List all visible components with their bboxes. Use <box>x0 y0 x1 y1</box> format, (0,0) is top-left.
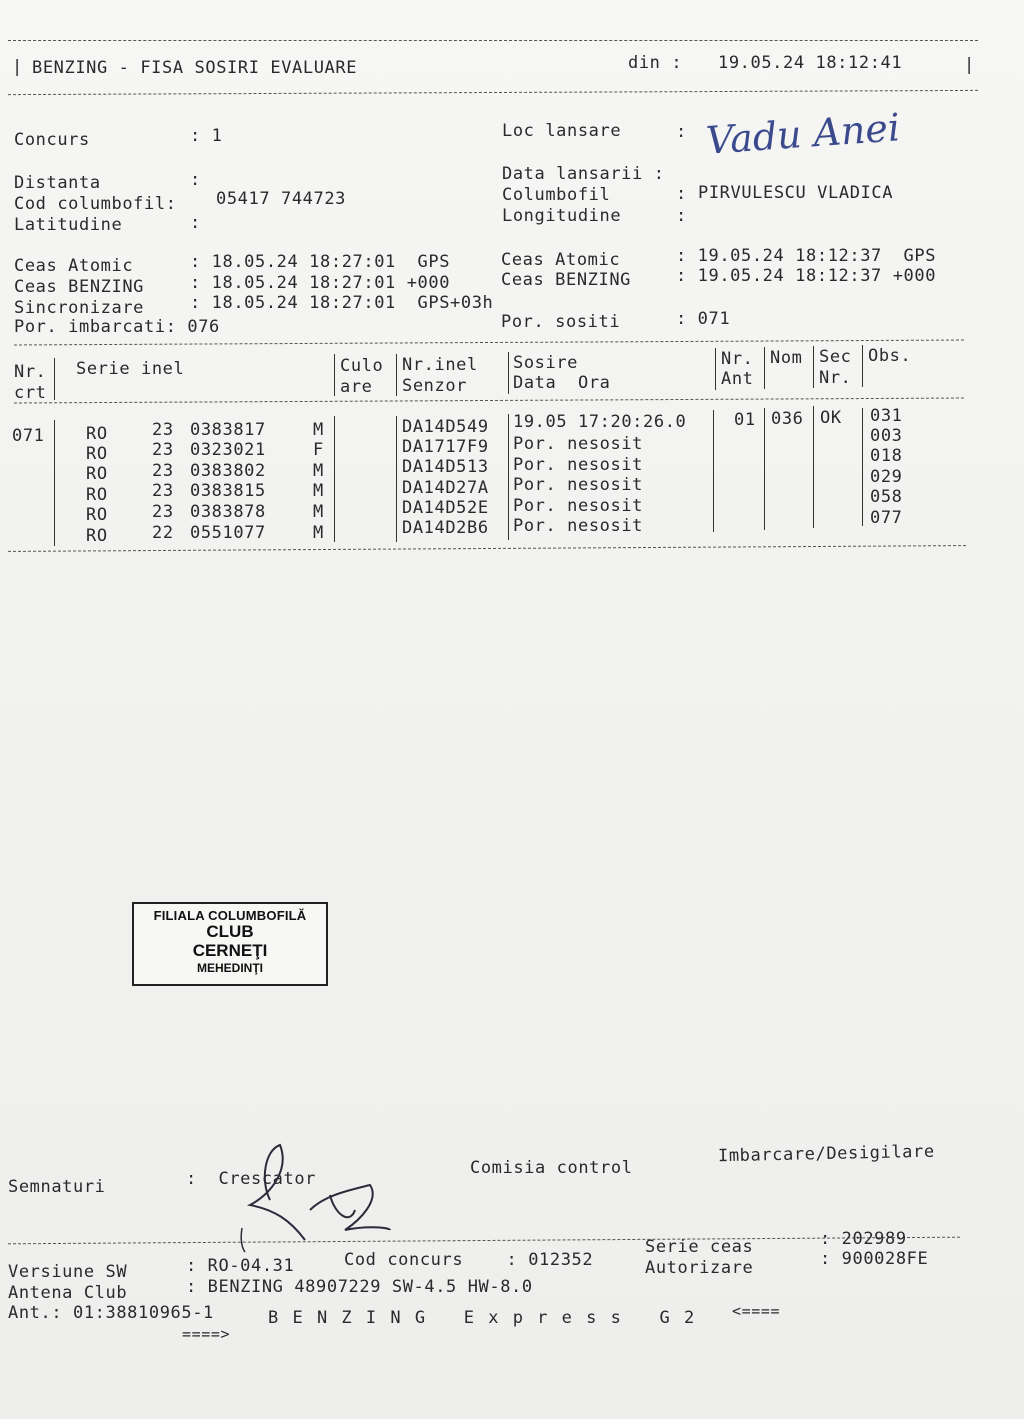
club-stamp <box>132 902 328 986</box>
header-separator <box>764 347 765 389</box>
por-imbarcati: Por. imbarcati: 076 <box>14 317 220 337</box>
col-sec-1: Sec <box>819 347 852 367</box>
header-pipe-left: | <box>12 57 23 77</box>
header-pipe-right: | <box>964 55 975 75</box>
right-ceas-benzing-label: Ceas BENZING <box>501 270 632 290</box>
col-sec-2: Nr. <box>819 368 852 388</box>
din-value: 19.05.24 18:12:41 <box>718 53 903 73</box>
header-separator <box>862 345 863 387</box>
ring-year: 23 <box>152 481 174 501</box>
col-nom: Nom <box>770 348 803 368</box>
header-separator <box>508 352 509 394</box>
comisia-control-label: Comisia control <box>470 1158 633 1178</box>
sec-value: OK <box>820 408 842 428</box>
obs-value: 003 <box>870 426 903 446</box>
stamp-line-1: FILIALA COLUMBOFILĂ <box>153 908 307 923</box>
arrival-time: Por. nesosit <box>513 434 644 454</box>
columbofil-label: Columbofil <box>502 185 611 205</box>
col-nr-crt-1: Nr. <box>14 362 47 382</box>
serie-ceas-value: : 202989 <box>820 1229 907 1249</box>
sensor-id: DA1717F9 <box>402 437 489 457</box>
obs-value: 077 <box>870 508 903 528</box>
col-serie-inel: Serie inel <box>76 359 185 379</box>
row-separator <box>813 406 814 528</box>
ring-number: 0323021 <box>190 440 266 460</box>
divider <box>8 545 966 552</box>
col-ant-1: Nr. <box>721 349 754 369</box>
right-ceas-benzing-value: : 19.05.24 18:12:37 +000 <box>676 266 937 286</box>
longitudine-colon: : <box>676 206 687 226</box>
ring-sex: F <box>313 440 324 460</box>
express-arrow-left: ====> <box>182 1325 231 1343</box>
divider <box>8 90 978 95</box>
ceas-benzing-value: : 18.05.24 18:27:01 +000 <box>190 273 451 293</box>
ceas-atomic-value: : 18.05.24 18:27:01 GPS <box>190 252 451 272</box>
ring-number: 0551077 <box>190 523 266 543</box>
arrival-time: Por. nesosit <box>513 496 644 516</box>
serie-ceas-label: Serie ceas <box>645 1237 754 1257</box>
antena-club-value: : BENZING 48907229 SW-4.5 HW-8.0 <box>186 1277 533 1297</box>
por-sositi-label: Por. sositi <box>501 312 621 332</box>
row-separator <box>713 410 714 532</box>
row-separator <box>396 416 397 542</box>
crescator-signature <box>230 1140 400 1255</box>
header-separator <box>813 346 814 388</box>
benzing-express-banner: B E N Z I N G E x p r e s s G 2 <box>268 1308 697 1328</box>
col-nr-inel-1: Nr.inel <box>402 355 478 375</box>
distanta-label: Distanta <box>14 173 101 193</box>
ring-sex: M <box>313 420 324 440</box>
columbofil-colon: : <box>676 184 687 204</box>
cod-concurs: Cod concurs : 012352 <box>344 1250 594 1270</box>
cod-columbofil-label: Cod columbofil: <box>14 194 177 214</box>
stamp-line-3: CERNEŢI <box>192 941 268 960</box>
loc-lansare-label: Loc lansare <box>502 121 622 141</box>
imbarcare-desigilare-label: Imbarcare/Desigilare <box>717 1141 935 1167</box>
col-sosire-2: Data Ora <box>513 373 611 393</box>
ring-number: 0383878 <box>190 502 266 522</box>
crescator-label: : Crescator <box>186 1169 317 1189</box>
ant-line: Ant.: 01:38810965-1 <box>8 1303 214 1323</box>
loc-lansare-handwritten: Vadu Anei <box>704 105 902 163</box>
ring-country: RO <box>86 424 108 444</box>
concurs-label: Concurs <box>14 130 90 150</box>
ant-number: 01 <box>734 410 756 430</box>
sensor-id: DA14D27A <box>402 478 489 498</box>
versiune-sw-label: Versiune SW <box>8 1262 128 1282</box>
ring-country: RO <box>86 444 108 464</box>
sensor-id: DA14D52E <box>402 498 489 518</box>
sensor-id: DA14D549 <box>402 417 489 437</box>
right-ceas-atomic-value: : 19.05.24 18:12:37 GPS <box>676 246 937 266</box>
obs-value: 018 <box>870 446 903 466</box>
ring-sex: M <box>313 523 324 543</box>
divider <box>14 340 964 346</box>
antena-club-label: Antena Club <box>8 1283 128 1303</box>
arrival-time: Por. nesosit <box>513 516 644 536</box>
ring-number: 0383802 <box>190 461 266 481</box>
header-separator <box>334 354 335 396</box>
semnaturi-label: Semnaturi <box>8 1177 106 1197</box>
sensor-id: DA14D513 <box>402 457 489 477</box>
ceas-benzing-label: Ceas BENZING <box>14 277 145 297</box>
latitudine-colon: : <box>190 213 201 233</box>
ring-number: 0383817 <box>190 420 266 440</box>
ring-sex: M <box>313 502 324 522</box>
loc-lansare-colon: : <box>676 122 687 142</box>
columbofil-value: PIRVULESCU VLADICA <box>698 183 894 203</box>
data-lansarii-label: Data lansarii : <box>502 164 665 184</box>
page-title: BENZING - FISA SOSIRI EVALUARE <box>32 58 358 78</box>
obs-value: 029 <box>870 467 903 487</box>
right-ceas-atomic-label: Ceas Atomic <box>501 250 621 270</box>
arrival-time: 19.05 17:20:26.0 <box>513 412 687 432</box>
row-separator <box>54 420 55 546</box>
row-separator <box>764 408 765 530</box>
ceas-atomic-label: Ceas Atomic <box>14 256 134 276</box>
ring-country: RO <box>86 526 108 546</box>
row-separator <box>334 416 335 542</box>
col-sosire-1: Sosire <box>513 353 579 373</box>
divider <box>14 398 964 404</box>
ring-sex: M <box>313 461 324 481</box>
autorizare-label: Autorizare <box>645 1258 754 1278</box>
sincronizare-label: Sincronizare <box>14 298 145 318</box>
latitudine-label: Latitudine <box>14 215 123 235</box>
row-separator <box>862 408 863 526</box>
stamp-line-2: CLUB <box>206 922 254 941</box>
sincronizare-value: : 18.05.24 18:27:01 GPS+03h <box>190 293 494 313</box>
divider <box>8 40 978 41</box>
obs-value: 058 <box>870 487 903 507</box>
row-separator <box>508 414 509 540</box>
col-obs: Obs. <box>868 346 912 366</box>
arrival-time: Por. nesosit <box>513 475 644 495</box>
ring-year: 23 <box>152 461 174 481</box>
versiune-sw-value: : RO-04.31 <box>186 1256 295 1276</box>
col-ant-2: Ant <box>721 369 754 389</box>
col-nr-crt-2: crt <box>14 383 47 403</box>
ring-year: 23 <box>152 440 174 460</box>
divider <box>8 1237 960 1245</box>
col-culoare-1: Culo <box>340 356 384 376</box>
col-culoare-2: are <box>340 377 373 397</box>
sensor-id: DA14D2B6 <box>402 518 489 538</box>
stamp-line-4: MEHEDINŢI <box>197 961 263 975</box>
cod-columbofil-value: 05417 744723 <box>216 189 347 209</box>
arrival-time: Por. nesosit <box>513 455 644 475</box>
distanta-colon: : <box>190 170 201 190</box>
header-separator <box>715 348 716 390</box>
ring-country: RO <box>86 505 108 525</box>
ring-number: 0383815 <box>190 481 266 501</box>
express-arrow-right: <==== <box>732 1302 781 1320</box>
din-label: din : <box>628 53 683 73</box>
por-sositi-value: : 071 <box>676 309 731 329</box>
header-separator <box>396 354 397 396</box>
crt-number: 071 <box>12 426 45 446</box>
ring-year: 22 <box>152 523 174 543</box>
ring-year: 23 <box>152 420 174 440</box>
ring-country: RO <box>86 485 108 505</box>
autorizare-value: : 900028FE <box>820 1249 929 1269</box>
ring-sex: M <box>313 481 324 501</box>
ring-country: RO <box>86 464 108 484</box>
obs-value: 031 <box>870 406 903 426</box>
header-separator <box>54 358 55 400</box>
nom-value: 036 <box>771 409 804 429</box>
longitudine-label: Longitudine <box>502 206 622 226</box>
col-nr-inel-2: Senzor <box>402 376 468 396</box>
concurs-value: : 1 <box>190 126 223 146</box>
ring-year: 23 <box>152 502 174 522</box>
